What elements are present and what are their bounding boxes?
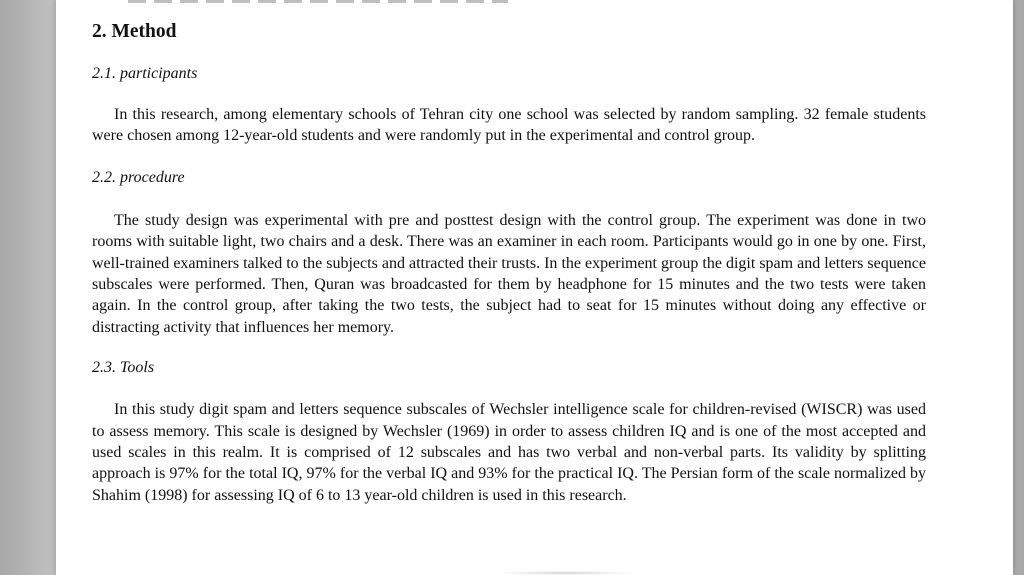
cropped-previous-line <box>128 0 508 3</box>
subsection-heading-tools: 2.3. Tools <box>92 359 155 377</box>
paragraph-participants: In this research, among elementary schools of Tehran city one school was selected by random sampling. 32 female students were chosen among 12-year-old students and were randomly put in the experimental and control group. <box>92 106 926 145</box>
subsection-heading-procedure: 2.2. procedure <box>92 168 185 186</box>
section-heading: 2. Method <box>92 21 177 42</box>
page-content <box>92 20 926 506</box>
paragraph-procedure: The study design was experimental with pre and posttest design with the control group. The experiment was done in two rooms with suitable light, two chairs and a desk. There was an examiner in each room. Participants would go in one by one. First, well-trained examiners talked to the subjects and attracted their trusts. In the experiment group the digit spam and letters sequence subscales were performed. Then, Quran was broadcasted for them by headphone for 15 minutes and the two tests were taken again. In the control group, after taking the two tests, the subject had to seat for 15 minutes without doing any effective or distracting activity that influences her memory. <box>92 211 926 336</box>
subsection-heading-participants: 2.1. participants <box>92 65 198 82</box>
paragraph-tools: In this study digit spam and letters sequence subscales of Wechsler intelligence scale for children-revised (WISCR) was used to assess memory. This scale is designed by Wechsler (1969) in order to assess children IQ and is one of the most accepted and used scales in this realm. It is comprised of 12 subscales and has two verbal and non-verbal parts. Its validity by splitting approach is 97% for the total IQ, 97% for the verbal IQ and 93% for the practical IQ. The Persian form of the scale normalized by Shahim (1998) for assessing IQ of 6 to 13 year-old children is used in this research. <box>92 401 926 504</box>
page-bottom-shadow <box>496 571 636 575</box>
document-page <box>56 0 1013 575</box>
